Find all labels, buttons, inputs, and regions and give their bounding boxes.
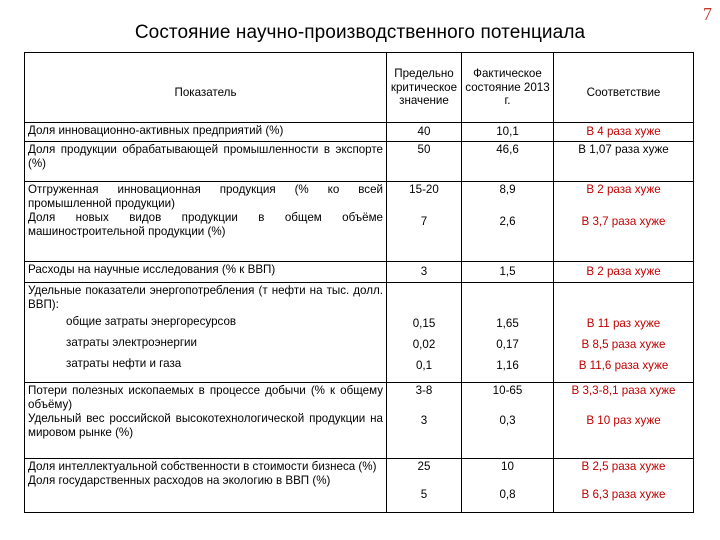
potential-table	[24, 52, 694, 513]
row-indicator: Отгруженная инновационная продукция (% ко всей промышленной продукции)	[28, 183, 383, 210]
table-row	[25, 123, 694, 142]
row-indicator: Удельные показатели энергопотребления (т нефти на тыс. долл. ВВП):	[28, 284, 383, 311]
row-indicator: Доля государственных расходов на экологию в ВВП (%)	[28, 473, 331, 487]
row-comparison-group	[554, 283, 694, 383]
row-indicator: Доля новых видов продукции в общем объёме машиностроительной продукции (%)	[28, 210, 383, 238]
row-actual-value: 1,16	[496, 358, 519, 372]
row-actual-value: 2,6	[499, 214, 516, 228]
row-critical-value-group	[387, 182, 462, 262]
row-actual-value: 10-65	[492, 384, 523, 397]
row-critical-value: 3	[420, 413, 428, 427]
row-actual-value: 10	[501, 460, 514, 473]
row-critical-value-group	[387, 459, 462, 513]
column-header-actual: Фактическое состояние 2013 г.	[462, 53, 554, 123]
row-critical-value: 50	[387, 142, 462, 182]
row-critical-value: 40	[387, 123, 462, 142]
table-row	[25, 142, 694, 182]
row-actual-value-group	[462, 383, 554, 459]
column-header-indicator: Показатель	[25, 53, 387, 123]
row-critical-value: 0,1	[415, 358, 433, 372]
row-comparison: В 6,3 раза хуже	[581, 487, 666, 501]
row-indicator-group	[25, 459, 387, 513]
row-comparison: В 2,5 раза хуже	[581, 460, 666, 473]
row-comparison-group	[554, 459, 694, 513]
row-comparison: В 2 раза хуже	[586, 183, 661, 196]
row-indicator: Удельный вес российской высокотехнологической продукции на мировом рынке (%)	[28, 411, 383, 439]
row-indicator: Потери полезных ископаемых в процессе добычи (% к общему объёму)	[28, 384, 383, 411]
row-comparison: В 3,7 раза хуже	[581, 214, 666, 228]
row-comparison-group	[554, 383, 694, 459]
row-comparison: В 10 раз хуже	[586, 413, 661, 427]
table-row	[25, 262, 694, 283]
row-actual-value-group	[462, 182, 554, 262]
row-indicator-group	[25, 283, 387, 383]
row-critical-value: 25	[417, 460, 431, 473]
row-indicator-group	[25, 383, 387, 459]
page-title: Состояние научно-производственного потенциала	[134, 22, 586, 43]
row-comparison: В 2 раза хуже	[554, 262, 694, 283]
row-actual-value: 1,5	[462, 262, 554, 283]
table-row-group	[25, 283, 694, 383]
row-actual-value: 0,3	[499, 413, 516, 427]
row-critical-value: 15-20	[409, 183, 439, 196]
row-indicator: затраты электроэнергии	[66, 335, 198, 349]
row-indicator: Доля инновационно-активных предприятий (%)	[25, 123, 387, 142]
row-indicator: Расходы на научные исследования (% к ВВП)	[25, 262, 387, 283]
row-actual-value: 46,6	[462, 142, 554, 182]
row-comparison: В 4 раза хуже	[554, 123, 694, 142]
row-critical-value: 0,02	[412, 337, 436, 351]
row-critical-value: 5	[420, 487, 428, 501]
row-comparison: В 1,07 раза хуже	[554, 142, 694, 182]
row-comparison: В 3,3-8,1 раза хуже	[571, 384, 676, 397]
page-number: 7	[703, 4, 712, 24]
row-actual-value: 0,17	[496, 337, 519, 351]
row-critical-value-group	[387, 283, 462, 383]
table-row	[25, 182, 694, 262]
row-comparison-group	[554, 182, 694, 262]
row-actual-value: 0,8	[499, 487, 516, 501]
row-comparison: В 11,6 раза хуже	[578, 358, 669, 372]
row-comparison: В 8,5 раза хуже	[581, 337, 666, 351]
row-critical-value-group	[387, 383, 462, 459]
row-comparison: В 11 раз хуже	[586, 317, 661, 330]
row-indicator: Доля интеллектуальной собственности в стоимости бизнеса (%)	[28, 460, 377, 473]
row-actual-value: 10,1	[462, 123, 554, 142]
column-header-comparison: Соответствие	[554, 53, 694, 123]
row-indicator: затраты нефти и газа	[66, 356, 182, 370]
row-actual-value: 8,9	[499, 183, 516, 196]
row-actual-value-group	[462, 459, 554, 513]
table-row	[25, 459, 694, 513]
row-indicator: Доля продукции обрабатывающей промышленности в экспорте (%)	[25, 142, 387, 182]
row-actual-value: 1,65	[496, 317, 519, 330]
table-row	[25, 383, 694, 459]
row-indicator-group	[25, 182, 387, 262]
row-indicator: общие затраты энергоресурсов	[66, 314, 237, 328]
row-actual-value-group	[462, 283, 554, 383]
row-critical-value: 3-8	[415, 384, 433, 397]
row-critical-value: 7	[420, 214, 428, 228]
table-header-row	[25, 53, 694, 123]
row-critical-value: 3	[387, 262, 462, 283]
column-header-critical: Предельно критическое значение	[387, 53, 462, 123]
row-critical-value: 0,15	[412, 317, 436, 330]
